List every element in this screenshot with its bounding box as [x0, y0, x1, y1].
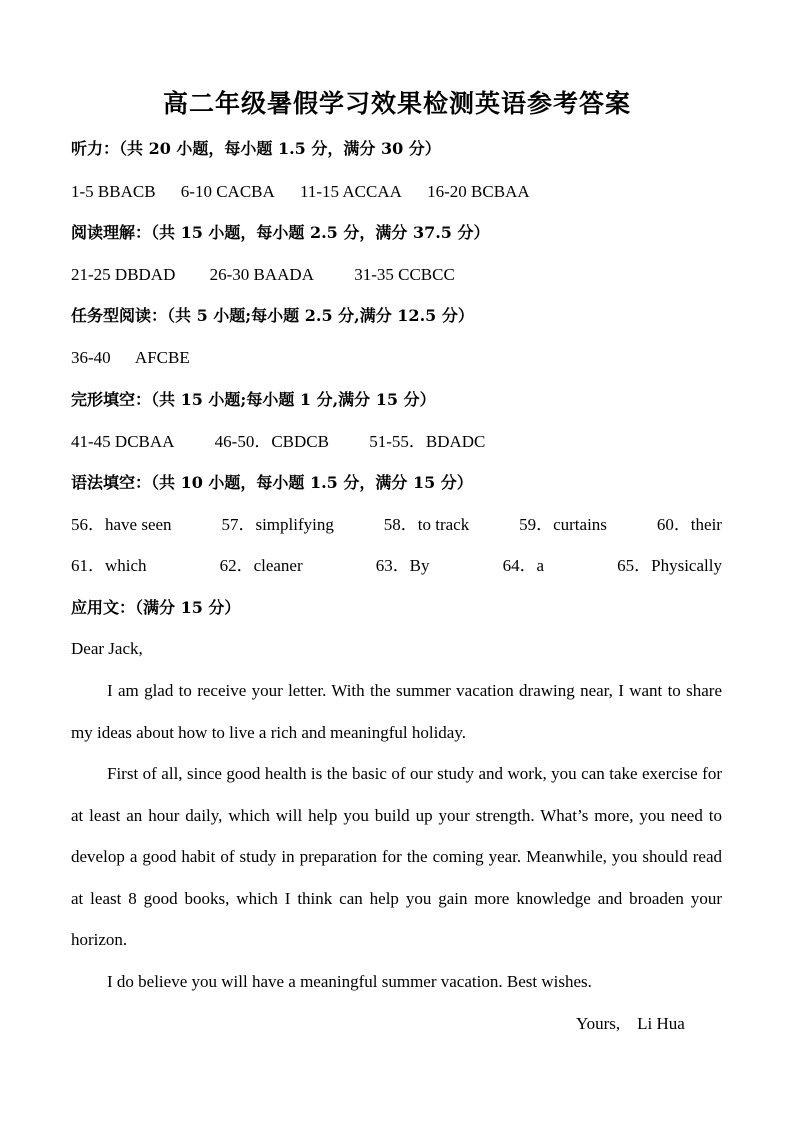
answer-group: 21-25 DBDAD — [71, 265, 176, 284]
letter-signer-name: Li Hua — [637, 1014, 685, 1033]
listening-answers — [71, 181, 530, 203]
answer-item: 57．simplifying — [221, 515, 334, 534]
answer-group: 31-35 CCBCC — [354, 265, 455, 284]
letter-closing: Yours, — [576, 1014, 621, 1033]
cloze-answers — [71, 431, 485, 453]
task-reading-answers — [71, 347, 190, 369]
answer-item: 56．have seen — [71, 515, 172, 534]
answer-item: 59．curtains — [519, 515, 607, 534]
listening-heading: 听力：（共 20 小题，每小题 1.5 分，满分 30 分） — [71, 139, 441, 158]
answer-group: 1-5 BBACB — [71, 182, 156, 201]
grammar-answers-row-1 — [71, 514, 722, 536]
answer-item: 62．cleaner — [219, 556, 303, 575]
letter-paragraph: I am glad to receive your letter. With the summer vacation drawing near, I want to share my ideas about how to live a rich and meaningful holiday. — [71, 681, 722, 742]
answer-item: 64．a — [502, 556, 545, 575]
answer-group: 6-10 CACBA — [180, 182, 275, 201]
answer-group: 11-15 ACCAA — [300, 182, 402, 201]
answer-item: 63．By — [375, 556, 430, 575]
letter-paragraph: First of all, since good health is the basic of our study and work, you can take exercise for at least an hour daily, which will help you build up your strength. What’s more, you need to develop a good habit of study in preparation for the coming year. Meanwhile, you should read at least 8 good books, which I think can help you gain more knowledge and broaden your horizon. — [71, 764, 722, 950]
grammar-heading: 语法填空：（共 10 小题，每小题 1.5 分，满分 15 分） — [71, 473, 473, 492]
reading-answers — [71, 264, 455, 286]
answer-group: 26-30 BAADA — [209, 265, 314, 284]
cloze-heading: 完形填空：（共 15 小题;每小题 1 分,满分 15 分） — [71, 390, 436, 409]
answer-item: 61．which — [71, 556, 147, 575]
reading-heading: 阅读理解：（共 15 小题，每小题 2.5 分，满分 37.5 分） — [71, 223, 490, 242]
answer-item: 60．their — [656, 515, 722, 534]
letter-greeting: Dear Jack, — [71, 639, 143, 658]
answer-group: 36-40 — [71, 348, 111, 367]
answer-item: 65．Physically — [617, 556, 722, 575]
page-title: 高二年级暑假学习效果检测英语参考答案 — [162, 89, 631, 118]
answer-group: AFCBE — [134, 348, 190, 367]
letter-signature — [576, 1013, 685, 1035]
answer-group: 46-50．CBDCB — [214, 432, 329, 451]
writing-heading: 应用文：（满分 15 分） — [71, 598, 241, 617]
task-reading-heading: 任务型阅读：（共 5 小题;每小题 2.5 分,满分 12.5 分） — [71, 306, 474, 325]
grammar-answers-row-2 — [71, 555, 722, 577]
answer-item: 58．to track — [383, 515, 470, 534]
answer-group: 51-55．BDADC — [369, 432, 486, 451]
letter-paragraph: I do believe you will have a meaningful summer vacation. Best wishes. — [107, 972, 592, 991]
answer-group: 16-20 BCBAA — [427, 182, 530, 201]
answer-group: 41-45 DCBAA — [71, 432, 175, 451]
